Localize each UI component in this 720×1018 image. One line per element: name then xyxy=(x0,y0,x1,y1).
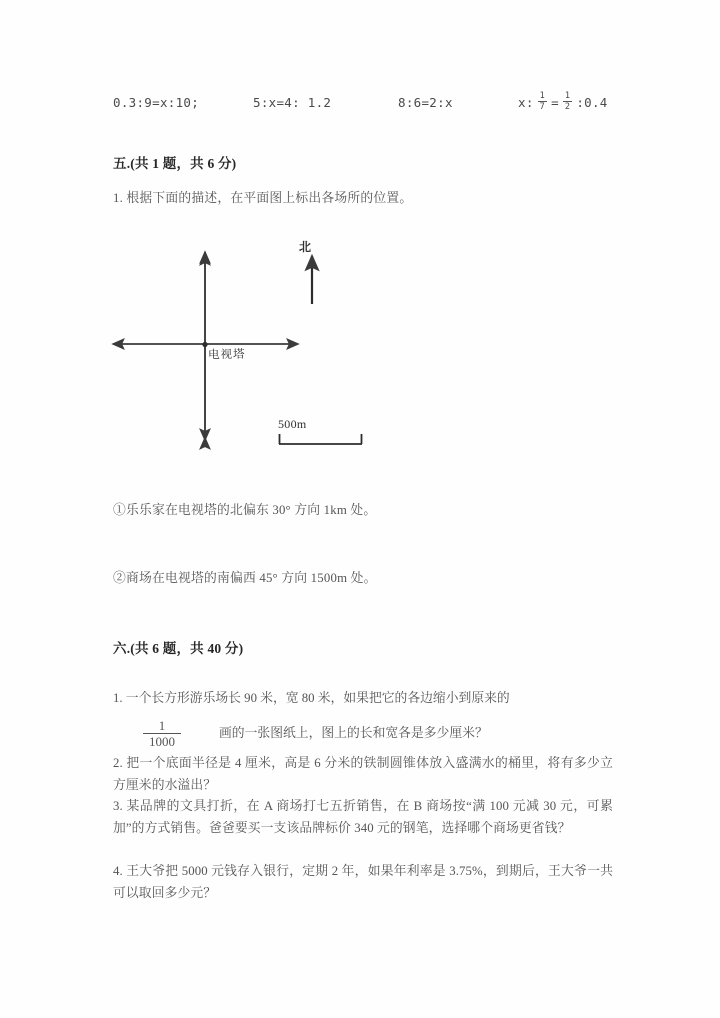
fraction-equation-equals: = xyxy=(551,94,559,110)
section-six-question-1 xyxy=(113,688,618,748)
fraction-one-half xyxy=(563,92,572,111)
fraction-one-thousandth xyxy=(143,719,181,748)
section-six-heading: 六.(共 6 题，共 40 分) xyxy=(113,641,244,656)
question-1-line-2 xyxy=(113,719,618,748)
diagram-axes-svg xyxy=(100,232,400,467)
fraction-equation-rhs-tail: :0.4 xyxy=(576,94,608,110)
fraction-numerator: 1 xyxy=(564,91,571,101)
section-six-question-3: 3. 某品牌的文具打折，在 A 商场打七五折销售，在 B 商场按“满 100 元减 30 元，可累加”的方式销售。爸爸要买一支该品牌标价 340 元的钢笔，选择哪个商场更省钱？ xyxy=(113,799,613,835)
tv-tower-point xyxy=(202,342,207,347)
fraction-denominator: 2 xyxy=(564,101,571,112)
fraction-numerator: 1 xyxy=(158,717,166,733)
proportion-equation-4 xyxy=(518,93,608,112)
fraction-denominator: 7 xyxy=(539,101,546,112)
tv-tower-label: 电视塔 xyxy=(207,348,246,362)
location-description-2: ②商场在电视塔的南偏西 45° 方向 1500m 处。 xyxy=(113,571,377,585)
proportion-equation-2: 5:x=4: 1.2 xyxy=(253,94,332,110)
fraction-numerator: 1 xyxy=(539,91,546,101)
location-description-1: ①乐乐家在电视塔的北偏东 30° 方向 1km 处。 xyxy=(113,503,377,517)
proportion-equation-3: 8:6=2:x xyxy=(398,94,453,110)
section-five-heading: 五.(共 1 题，共 6 分) xyxy=(113,156,237,171)
fraction-one-seventh xyxy=(538,92,547,111)
fraction-equation-lhs-var: x: xyxy=(518,94,534,110)
question-1-line-1: 1. 一个长方形游乐场长 90 米，宽 80 米，如果把它的各边缩小到原来的 xyxy=(113,691,510,705)
fraction-denominator: 1000 xyxy=(143,733,181,748)
location-plan-diagram xyxy=(100,232,400,467)
section-five-question-1: 1. 根据下面的描述，在平面图上标出各场所的位置。 xyxy=(113,191,413,205)
section-six-question-4: 4. 王大爷把 5000 元钱存入银行，定期 2 年，如果年利率是 3.75%，到期后，王大爷一共可以取回多少元？ xyxy=(113,864,613,900)
proportion-equation-1: 0.3:9=x:10; xyxy=(113,94,200,110)
scale-bar xyxy=(279,434,362,444)
scale-bar-label: 500m xyxy=(278,417,307,431)
north-label: 北 xyxy=(299,240,312,254)
question-1-line-2-text: 画的一张图纸上，图上的长和宽各是多少厘米？ xyxy=(219,726,488,740)
section-six-question-2: 2. 把一个底面半径是 4 厘米，高是 6 分米的铁制圆锥体放入盛满水的桶里，将有多少立方厘米的水溢出？ xyxy=(113,756,613,792)
proportion-exercise-row xyxy=(113,88,633,116)
